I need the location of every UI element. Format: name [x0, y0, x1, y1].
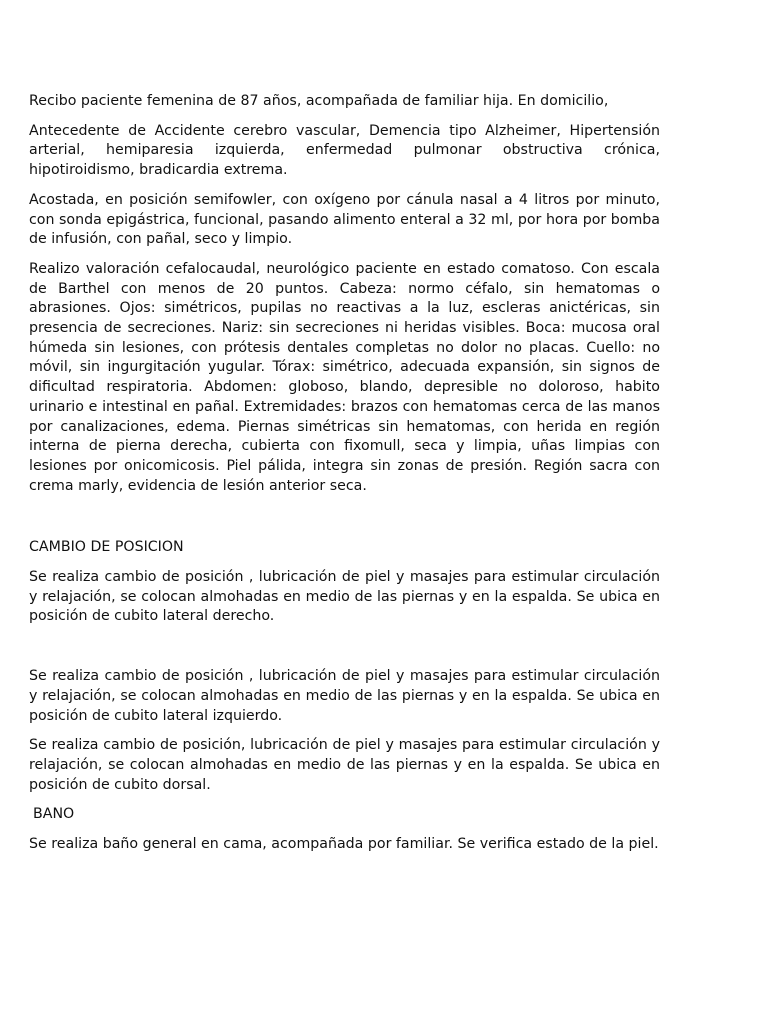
- paragraph-change-dorsal: Se realiza cambio de posición, lubricación de piel y masajes para estimular circulación y relajación, se colocan almohadas en medio de las piernas y en la espalda. Se ubica en posición de cubito dorsal.: [29, 737, 660, 793]
- paragraph-assessment: Realizo valoración cefalocaudal, neurológico paciente en estado comatoso. Con escala de Barthel con menos de 20 puntos. Cabeza: normo céfalo, sin hematomas o abrasiones. Ojos: simétricos, pupilas no reactivas a la luz, escleras anictéricas, sin presencia de secreciones. Nariz: sin secreciones ni heridas visibles. Boca: mucosa oral húmeda sin lesiones, con prótesis dentales completas no dolor no placas. Cuello: no móvil, sin ingurgitación yugular. Tórax: simétrico, adecuada expansión, sin signos de dificultad respiratoria. Abdomen: globoso, blando, depresible no doloroso, habito urinario e intestinal en pañal. Extremidades: brazos con hematomas cerca de las manos por canalizaciones, edema. Piernas simétricas sin hematomas, con herida en región interna de pierna derecha, cubierta con fixomull, seca y limpia, uñas limpias con lesiones por onicomicosis. Piel pálida, integra sin zonas de presión. Región sacra con crema marly, evidencia de lesión anterior seca.: [29, 260, 660, 494]
- spacer: [29, 637, 660, 667]
- paragraph-intro: Recibo paciente femenina de 87 años, acompañada de familiar hija. En domicilio,: [29, 93, 609, 109]
- paragraph-change-right: Se realiza cambio de posición , lubricación de piel y masajes para estimular circulación y relajación, se colocan almohadas en medio de las piernas y en la espalda. Se ubica en posición de cubito lateral derecho.: [29, 569, 660, 625]
- paragraph-position: Acostada, en posición semifowler, con oxígeno por cánula nasal a 4 litros por minuto, con sonda epigástrica, funcional, pasando alimento enteral a 32 ml, por hora por bomba de infusión, con pañal, seco y limpio.: [29, 191, 660, 248]
- paragraph-antecedents: Antecedente de Accidente cerebro vascular, Demencia tipo Alzheimer, Hipertensión arterial, hemiparesia izquierda, enfermedad pulmonar obstructiva crónica, hipotiroidismo, bradicardia extrema.: [29, 122, 660, 179]
- heading-position-change: CAMBIO DE POSICION: [29, 539, 184, 556]
- spacer: [29, 506, 660, 538]
- heading-bath: BANO: [33, 806, 75, 823]
- paragraph-change-left: Se realiza cambio de posición , lubricación de piel y masajes para estimular circulación y relajación, se colocan almohadas en medio de las piernas y en la espalda. Se ubica en posición de cubito lateral izquierdo.: [29, 668, 660, 724]
- paragraph-bath: Se realiza baño general en cama, acompañada por familiar. Se verifica estado de la piel.: [29, 836, 659, 853]
- document-page: [29, 92, 660, 865]
